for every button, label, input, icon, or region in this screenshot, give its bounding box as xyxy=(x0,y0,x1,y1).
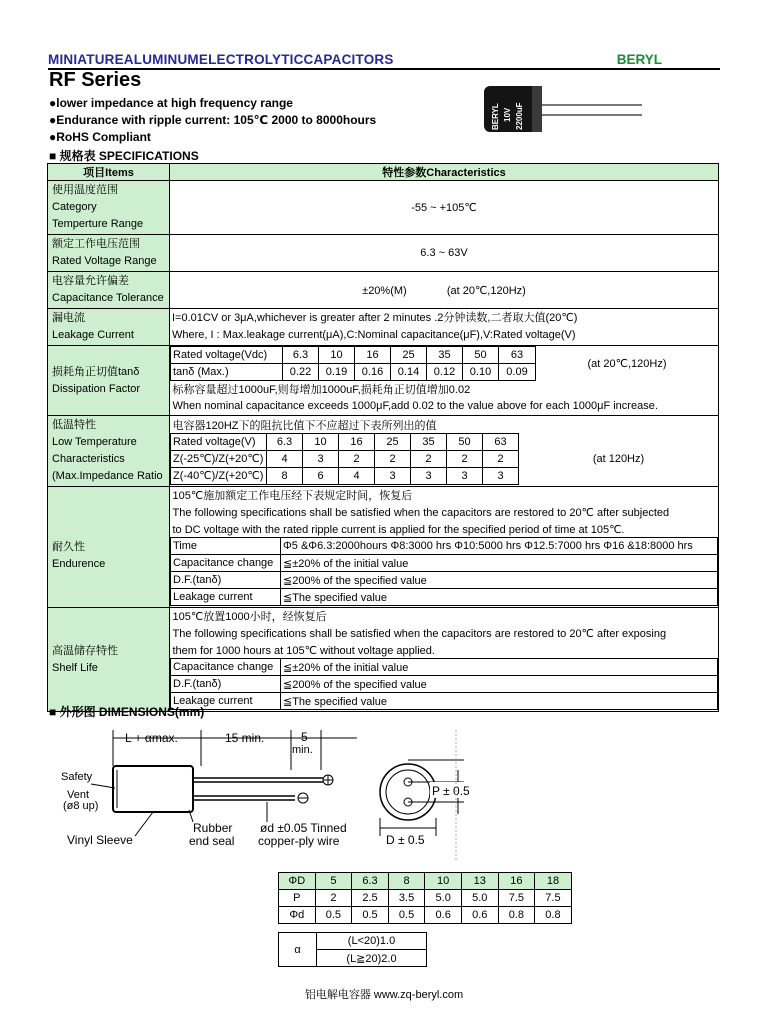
rubber-label: Rubber xyxy=(193,821,233,835)
endurance-cap-row xyxy=(171,555,718,572)
lt-voltage: 6.3 xyxy=(267,433,303,450)
endurance-val: Φ5 &Φ6.3:2000hours Φ8:3000 hrs Φ10:5000 hrs Φ12.5:7000 hrs Φ16 &18:8000 hrs xyxy=(281,538,718,555)
lt-voltage: 25 xyxy=(375,433,411,450)
endurance-line-en-2: to DC voltage with the rated ripple current is applied for the specified period of time at 105℃. xyxy=(172,523,625,536)
voltage-range-value: 6.3 ~ 63V xyxy=(170,235,719,272)
leakage-legend: Where, I : Max.leakage current(μA),C:Nominal capacitance(μF),V:Rated voltage(V) xyxy=(172,329,576,341)
lt-ratio: 4 xyxy=(267,450,303,467)
shelf-life-value xyxy=(170,607,719,711)
shelf-line-en-1: The following specifications shall be satisfied when the capacitors are restored to 20℃ after exposing xyxy=(172,627,667,640)
dim-cell: 13 xyxy=(461,873,498,890)
dim-cell: 5.0 xyxy=(461,890,498,907)
dim-cell: 0.5 xyxy=(352,907,389,924)
tolerance-value xyxy=(170,272,719,309)
label-line: (Max.Impedance Ratio xyxy=(52,469,163,482)
label-line: Capacitance Tolerance xyxy=(52,292,164,304)
lt-voltage: 16 xyxy=(339,433,375,450)
alpha-symbol: α xyxy=(279,933,317,967)
dim-cell: 5.0 xyxy=(425,890,462,907)
shelf-life-label xyxy=(48,607,170,711)
lt-voltage: 10 xyxy=(303,433,339,450)
df-tan: 0.09 xyxy=(499,364,536,381)
safety-label: Safety xyxy=(61,771,93,783)
series-title: RF Series xyxy=(49,69,142,91)
temperature-label xyxy=(48,181,170,235)
label-line xyxy=(50,505,167,522)
shelf-val: ≦200% of the specified value xyxy=(281,676,718,693)
label-line xyxy=(50,609,167,626)
dim-cell: 6.3 xyxy=(352,873,389,890)
dim-cell: 7.5 xyxy=(498,890,535,907)
dim-cell: 2 xyxy=(315,890,352,907)
feature-3: ●RoHS Compliant xyxy=(49,130,151,144)
lt-ratio: 2 xyxy=(411,450,447,467)
voltage-range-row xyxy=(48,235,719,272)
df-tan: 0.22 xyxy=(283,364,319,381)
endurance-val: ≦±20% of the initial value xyxy=(281,555,718,572)
df-note-en: When nominal capacitance exceeds 1000μF,add 0.02 to the value above for each 1000μF increase. xyxy=(172,400,658,412)
brand-name: BERYL xyxy=(616,52,662,67)
photo-capacitance-text: 2200uF xyxy=(515,102,524,130)
label-line: 漏电流 xyxy=(52,312,85,324)
end-view-drawing xyxy=(372,730,492,860)
label-line: 耐久性 xyxy=(52,540,85,553)
dim-cell: 7.5 xyxy=(535,890,572,907)
df-tan: 0.14 xyxy=(391,364,427,381)
tolerance-condition: (at 20℃,120Hz) xyxy=(446,284,526,297)
dissipation-row xyxy=(48,346,719,416)
lead-min-label: 15 min. xyxy=(225,731,265,745)
df-voltage: 6.3 xyxy=(283,347,319,364)
impedance-table xyxy=(170,416,718,485)
lt-ratio: 2 xyxy=(339,450,375,467)
lt-ratio: 3 xyxy=(375,467,411,484)
dim-cell: 3.5 xyxy=(388,890,425,907)
label-line xyxy=(50,626,167,643)
shelf-life-row xyxy=(48,607,719,711)
df-tan: 0.19 xyxy=(319,364,355,381)
vinyl-sleeve-label: Vinyl Sleeve xyxy=(67,833,133,847)
temperature-row xyxy=(48,181,719,235)
lt-condition: (at 120Hz) xyxy=(592,452,645,465)
page-footer: 铝电解电容器 www.zq-beryl.com xyxy=(304,989,464,1001)
shelf-df-row xyxy=(171,676,718,693)
leakage-formula: I=0.01CV or 3μA,whichever is greater after 2 minutes .2分钟读数,二者取大值(20℃) xyxy=(172,312,578,324)
endurance-val: ≦The specified value xyxy=(281,589,718,606)
spec-header-row xyxy=(48,164,719,181)
dim-cell: 2.5 xyxy=(352,890,389,907)
alpha-row-1 xyxy=(279,933,427,950)
dissipation-table xyxy=(170,346,718,415)
label-line: 使用温度范围 xyxy=(52,184,118,196)
wire-diameter-row xyxy=(279,907,572,924)
df-tan: 0.10 xyxy=(463,364,499,381)
endurance-time-row xyxy=(171,538,718,555)
label-line: Rated Voltage Range xyxy=(52,255,157,267)
df-voltage: 10 xyxy=(319,347,355,364)
dim-cell: ΦD xyxy=(279,873,316,890)
label-line: 电容量允许偏差 xyxy=(52,275,129,287)
temperature-value: -55 ~ +105℃ xyxy=(170,181,719,235)
specifications-table xyxy=(47,163,719,712)
lt-ratio: 3 xyxy=(411,467,447,484)
df-voltage: 35 xyxy=(427,347,463,364)
endurance-df-row xyxy=(171,572,718,589)
lt-ratio: 2 xyxy=(483,450,519,467)
dim-cell: 18 xyxy=(535,873,572,890)
lt-voltage: 63 xyxy=(483,433,519,450)
df-note-cn: 标称容量超过1000uF,则每增加1000uF,损耗角正切值增加0.02 xyxy=(172,384,471,397)
dissipation-value xyxy=(170,346,719,416)
df-tan: 0.16 xyxy=(355,364,391,381)
end-seal-label: end seal xyxy=(189,834,235,848)
lt-voltage: 35 xyxy=(411,433,447,450)
df-voltage: 63 xyxy=(499,347,536,364)
df-voltage-row xyxy=(171,347,719,364)
endurance-key: Leakage current xyxy=(171,589,281,606)
label-line: 额定工作电压范围 xyxy=(52,238,140,250)
label-line: Low Temperature xyxy=(52,435,137,448)
alpha-short: (L<20)1.0 xyxy=(317,933,427,950)
characteristics-header: 特性参数Characteristics xyxy=(170,164,719,181)
dissipation-label xyxy=(48,346,170,416)
label-line xyxy=(50,347,167,364)
label-line xyxy=(50,488,167,505)
lt-ratio: 8 xyxy=(267,467,303,484)
endurance-val: ≦200% of the specified value xyxy=(281,572,718,589)
capacitor-photo xyxy=(484,84,644,136)
endurance-leak-row xyxy=(171,589,718,606)
diameter-label: D ± 0.5 xyxy=(386,833,425,847)
shelf-key: Capacitance change xyxy=(171,659,281,676)
df-tan: 0.12 xyxy=(427,364,463,381)
pitch-row xyxy=(279,890,572,907)
dimensions-heading: ■ 外形图 DIMENSIONS(mm) xyxy=(49,705,205,719)
endurance-value xyxy=(170,486,719,607)
wire-label-2: copper-ply wire xyxy=(258,834,340,848)
df-voltage: 16 xyxy=(355,347,391,364)
dim-cell: 8 xyxy=(388,873,425,890)
label-line: Shelf Life xyxy=(52,661,98,674)
label-line: Leakage Current xyxy=(52,329,134,341)
endurance-key: Time xyxy=(171,538,281,555)
low-temp-intro: 电容器120HZ下的阻抗比值下不应超过下表所列出的值 xyxy=(172,419,437,432)
pitch-label: P ± 0.5 xyxy=(432,784,470,798)
low-temp-value xyxy=(170,415,719,486)
label-line: 损耗角正切值tanδ xyxy=(52,366,140,378)
dim-cell: 0.6 xyxy=(425,907,462,924)
endurance-row xyxy=(48,486,719,607)
dim-cell: P xyxy=(279,890,316,907)
df-voltage: 50 xyxy=(463,347,499,364)
dimension-table xyxy=(278,872,572,924)
min-label: min. xyxy=(292,744,313,756)
lt-voltage: 50 xyxy=(447,433,483,450)
dim-cell: 0.5 xyxy=(388,907,425,924)
lt-ratio: 4 xyxy=(339,467,375,484)
shelf-line-cn: 105℃放置1000小时，经恢复后 xyxy=(172,611,327,624)
shelf-val: ≦The specified value xyxy=(281,693,718,710)
lt-voltage-label: Rated voltage(V) xyxy=(171,433,267,450)
lt-ratio: 2 xyxy=(447,450,483,467)
tolerance-label xyxy=(48,272,170,309)
leakage-value xyxy=(170,309,719,346)
dim-cell: Φd xyxy=(279,907,316,924)
leakage-label xyxy=(48,309,170,346)
lt-ratio2-label: Z(-40℃)/Z(+20℃) xyxy=(171,467,267,484)
length-label: L + αmax. xyxy=(125,731,178,745)
lt-ratio: 3 xyxy=(447,467,483,484)
page-header xyxy=(48,50,720,70)
endurance-line-en-1: The following specifications shall be satisfied when the capacitors are restored to 20℃ after subjected xyxy=(172,506,670,519)
endurance-key: D.F.(tanδ) xyxy=(171,572,281,589)
endurance-key: Capacitance change xyxy=(171,555,281,572)
shelf-leak-row xyxy=(171,693,718,710)
lt-ratio: 3 xyxy=(483,467,519,484)
vent-label: Vent xyxy=(67,789,90,801)
label-line: Category xyxy=(52,201,97,213)
endurance-label xyxy=(48,486,170,607)
vent-size-label: (ø8 up) xyxy=(63,800,99,812)
low-temp-row xyxy=(48,415,719,486)
feature-1: ●lower impedance at high frequency range xyxy=(49,96,293,110)
diameter-row xyxy=(279,873,572,890)
alpha-long: (L≧20)2.0 xyxy=(317,950,427,967)
label-line xyxy=(50,522,167,539)
leakage-row xyxy=(48,309,719,346)
lt-ratio: 2 xyxy=(375,450,411,467)
shelf-life-table xyxy=(170,608,718,711)
lt-ratio: 3 xyxy=(303,450,339,467)
shelf-key: Leakage current xyxy=(171,693,281,710)
endurance-line-cn: 105℃施加额定工作电压经下表规定时间，恢复后 xyxy=(172,490,413,503)
dim-cell: 0.8 xyxy=(498,907,535,924)
lt-ratio: 6 xyxy=(303,467,339,484)
endurance-table xyxy=(170,487,718,607)
photo-brand-text: BERYL xyxy=(491,103,500,130)
df-tan-label: tanδ (Max.) xyxy=(171,364,283,381)
label-line: Characteristics xyxy=(52,452,125,465)
dim-cell: 0.8 xyxy=(535,907,572,924)
low-temp-label xyxy=(48,415,170,486)
dim-cell: 5 xyxy=(315,873,352,890)
five-label: 5 xyxy=(301,730,308,744)
shelf-line-en-2: them for 1000 hours at 105℃ without voltage applied. xyxy=(172,644,435,657)
wire-label-1: ød ±0.05 Tinned xyxy=(260,821,347,835)
dim-cell: 0.5 xyxy=(315,907,352,924)
label-line: Dissipation Factor xyxy=(52,383,141,395)
dim-cell: 0.6 xyxy=(461,907,498,924)
lt-ratio1-label: Z(-25℃)/Z(+20℃) xyxy=(171,450,267,467)
df-condition: (at 20℃,120Hz) xyxy=(587,358,667,370)
items-header: 项目Items xyxy=(48,164,170,181)
voltage-range-label xyxy=(48,235,170,272)
label-line: Temperture Range xyxy=(52,218,144,230)
shelf-val: ≦±20% of the initial value xyxy=(281,659,718,676)
shelf-cap-row xyxy=(171,659,718,676)
document-title: MINIATUREALUMINUMELECTROLYTICCAPACITORS xyxy=(48,52,394,67)
alpha-table xyxy=(278,932,427,967)
label-line: Endurence xyxy=(52,557,106,570)
shelf-key: D.F.(tanδ) xyxy=(171,676,281,693)
feature-2: ●Endurance with ripple current: 105℃ 2000 to 8000hours xyxy=(49,113,377,127)
label-line: 低温特性 xyxy=(52,418,96,431)
label-line: 高温储存特性 xyxy=(52,644,118,657)
specifications-heading: ■ 规格表 SPECIFICATIONS xyxy=(49,149,199,163)
tolerance-text: ±20%(M) xyxy=(362,284,407,297)
lt-voltage-row xyxy=(171,433,719,450)
tolerance-row xyxy=(48,272,719,309)
photo-voltage-text: 10V xyxy=(503,107,512,122)
dim-cell: 16 xyxy=(498,873,535,890)
df-voltage: 25 xyxy=(391,347,427,364)
dim-cell: 10 xyxy=(425,873,462,890)
df-voltage-label: Rated voltage(Vdc) xyxy=(171,347,283,364)
